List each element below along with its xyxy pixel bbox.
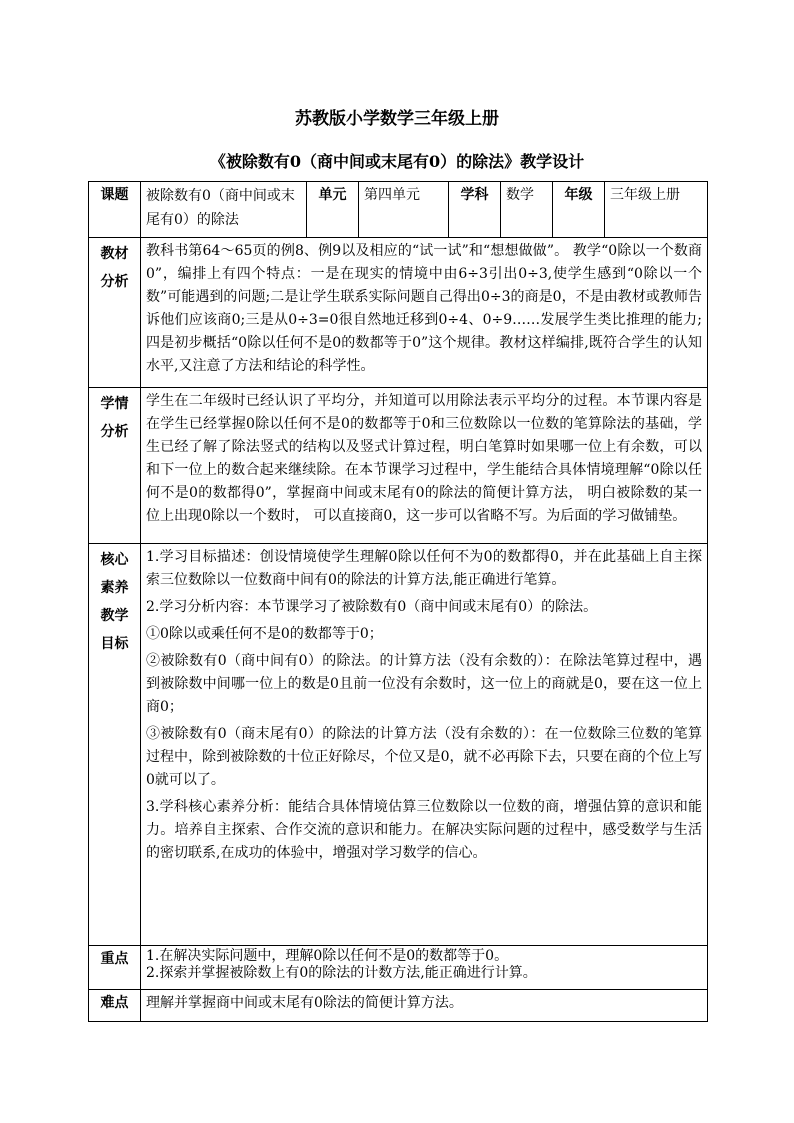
subject-label: 学科 xyxy=(449,182,501,238)
document-title: 苏教版小学数学三年级上册 xyxy=(295,109,499,129)
header-row xyxy=(89,182,708,238)
textbook-analysis-label: 教材分析 xyxy=(89,238,141,388)
grade-label: 年级 xyxy=(553,182,605,238)
unit-label: 单元 xyxy=(307,182,359,238)
learner-analysis-text: 学生在二年级时已经认识了平均分，并知道可以用除法表示平均分的过程。本节课内容是在学生已经掌握0除以任何不是0的数都等于0和三位数除以一位数的笔算除法的基础，学生已经了解了除法竖式的结构以及竖式计算过程，明白笔算时如果哪一位上有余数，可以和下一位上的数合起来继续除。在本节课学习过程中，学生能结合具体情境理解“0除以任何不是0的数都得0”，掌握商中间或末尾有0的除法的简便计算方法， 明白被除数的某一位上出现0除以一个数时， 可以直接商0，这一步可以省略不写。为后面的学习做铺垫。 xyxy=(141,388,708,544)
textbook-analysis-text: 教科书第64～65页的例8、例9以及相应的“试一试”和“想想做做”。 教学“0除以一个数商0”，编排上有四个特点：一是在现实的情境中由6÷3引出0÷3,使学生感到“0除以一个数”可能遇到的问题;二是让学生联系实际问题自己得出0÷3的商是0，不是由教材或教师告诉他们应该商0;三是从0÷3=0很自然地迁移到0÷4、0÷9……发展学生类比推理的能力;四是初步概括“0除以任何不是0的数都等于0”这个规律。教材这样编排,既符合学生的认知水平,又注意了方法和结论的科学性。 xyxy=(141,238,708,388)
core-goals-row xyxy=(89,544,708,946)
key-point-item: 1.在解决实际问题中，理解0除以任何不是0的数都等于0。 xyxy=(146,948,509,964)
core-goals-content xyxy=(141,544,708,946)
document-subtitle: 《被除数有0（商中间或末尾有0）的除法》教学设计 xyxy=(209,152,585,171)
goal-item: 2.学习分析内容：本节课学习了被除数有0（商中间或末尾有0）的除法。 xyxy=(146,599,598,615)
topic-value: 被除数有0（商中间或末尾有0）的除法 xyxy=(141,182,307,238)
key-point-item: 2.探索并掌握被除数上有0的除法的计数方法,能正确进行计算。 xyxy=(146,965,537,981)
learner-analysis-label: 学情分析 xyxy=(89,388,141,544)
difficulty-label: 难点 xyxy=(89,990,141,1022)
difficulty-text: 理解并掌握商中间或末尾有0除法的简便计算方法。 xyxy=(141,990,708,1022)
goal-item: ①0除以或乘任何不是0的数都等于0； xyxy=(146,626,383,642)
key-points-content xyxy=(141,946,708,990)
goal-item: ②被除数有0（商中间有0）的除法。的计算方法（没有余数的）：在除法笔算过程中，遇到被除数中间哪一位上的数是0且前一位没有余数时，这一位上的商就是0，要在这一位上商0； xyxy=(146,653,702,715)
topic-label: 课题 xyxy=(89,182,141,238)
difficulty-row xyxy=(89,990,708,1022)
unit-value: 第四单元 xyxy=(359,182,449,238)
lesson-design-table xyxy=(88,181,708,1022)
key-points-label: 重点 xyxy=(89,946,141,990)
key-points-row xyxy=(89,946,708,990)
subject-value: 数学 xyxy=(501,182,553,238)
core-goals-label: 核心素养教学目标 xyxy=(89,544,141,946)
grade-value: 三年级上册 xyxy=(605,182,708,238)
goal-item: 1.学习目标描述：创设情境使学生理解0除以任何不为0的数都得0，并在此基础上自主探索三位数除以一位数商中间有0的除法的计算方法,能正确进行笔算。 xyxy=(146,549,702,588)
learner-analysis-row xyxy=(89,388,708,544)
goal-item: ③被除数有0（商末尾有0）的除法的计算方法（没有余数的）：在一位数除三位数的笔算过程中，除到被除数的十位正好除尽，个位又是0，就不必再除下去，只要在商的个位上写0就可以了。 xyxy=(146,726,702,788)
textbook-analysis-row xyxy=(89,238,708,388)
goal-item: 3.学科核心素养分析：能结合具体情境估算三位数除以一位数的商，增强估算的意识和能力。培养自主探索、合作交流的意识和能力。在解决实际问题的过程中，感受数学与生活的密切联系,在成功的体验中，增强对学习数学的信心。 xyxy=(146,799,702,861)
